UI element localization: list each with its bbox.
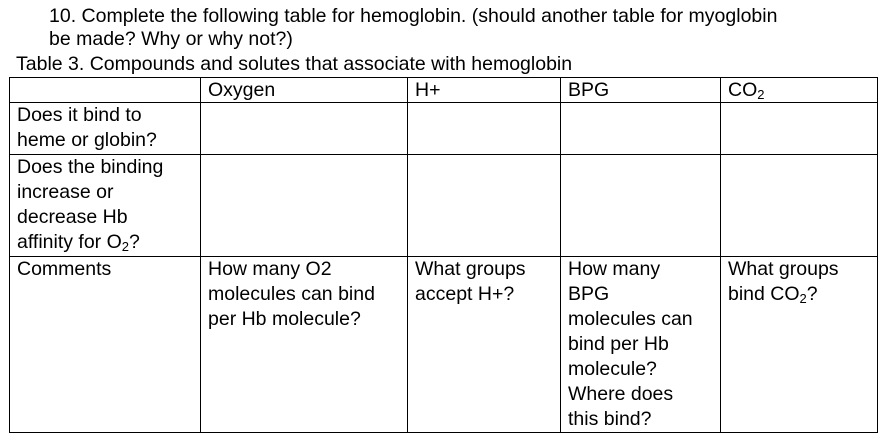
header-co2-text: CO (728, 79, 758, 101)
row-label-line: increase or (17, 181, 114, 203)
answer-cell-bpg-affinity[interactable] (561, 155, 721, 257)
question-line-2: be made? Why or why not?) (49, 28, 293, 50)
comment-cell-bpg[interactable] (561, 257, 721, 433)
comment-cell-co2[interactable] (721, 257, 878, 433)
comment-line: bind per Hb (568, 333, 669, 355)
row-label-line: heme or globin? (17, 129, 157, 151)
comment-cell-oxygen[interactable] (201, 257, 408, 433)
row-label-text: affinity for O (17, 231, 122, 253)
comment-line: molecules can (568, 308, 693, 330)
comment-line: accept H+? (415, 283, 515, 305)
table-row-affinity (10, 155, 878, 257)
header-co2 (721, 78, 878, 103)
answer-cell-bpg-bind[interactable] (561, 103, 721, 155)
comment-line: Where does (568, 383, 674, 405)
table-caption: Table 3. Compounds and solutes that associate with hemoglobin (16, 53, 573, 75)
row-label-line: Does the binding (17, 156, 164, 178)
comment-line: How many O2 (208, 258, 332, 280)
comment-line: this bind? (568, 408, 652, 430)
comment-line (728, 282, 871, 307)
header-co2-subscript: 2 (757, 87, 765, 102)
answer-cell-h-plus-bind[interactable] (408, 103, 561, 155)
table-row-comments (10, 257, 878, 433)
answer-cell-co2-bind[interactable] (721, 103, 878, 155)
comment-line: per Hb molecule? (208, 308, 361, 330)
answer-cell-oxygen-affinity[interactable] (201, 155, 408, 257)
comment-cell-h-plus[interactable] (408, 257, 561, 433)
comment-line: What groups (415, 258, 526, 280)
hemoglobin-table (9, 77, 878, 433)
comment-text: ? (806, 283, 818, 305)
comment-subscript: 2 (799, 291, 807, 306)
comment-line: molecule? (568, 358, 657, 380)
row-label-line (17, 230, 194, 255)
header-h-plus: H+ (408, 78, 561, 103)
table-row-bind (10, 103, 878, 155)
row-label-comments (10, 257, 201, 433)
question-text (49, 5, 879, 51)
header-bpg: BPG (561, 78, 721, 103)
row-label-line: Does it bind to (17, 104, 142, 126)
header-oxygen: Oxygen (201, 78, 408, 103)
comment-line: How many (568, 258, 661, 280)
answer-cell-h-plus-affinity[interactable] (408, 155, 561, 257)
row-label-line: Comments (17, 258, 112, 280)
row-label-affinity (10, 155, 201, 257)
question-line-1: 10. Complete the following table for hemoglobin. (should another table for myoglobin (49, 5, 778, 27)
table-header-row (10, 78, 878, 103)
comment-line: molecules can bind (208, 283, 375, 305)
comment-line: BPG (568, 283, 610, 305)
answer-cell-co2-affinity[interactable] (721, 155, 878, 257)
answer-cell-oxygen-bind[interactable] (201, 103, 408, 155)
row-label-text: ? (129, 231, 140, 253)
comment-line: What groups (728, 258, 839, 280)
row-label-subscript: 2 (121, 239, 129, 254)
row-label-bind (10, 103, 201, 155)
header-empty-cell (10, 78, 201, 103)
comment-text: bind CO (728, 283, 800, 305)
row-label-line: decrease Hb (17, 206, 128, 228)
